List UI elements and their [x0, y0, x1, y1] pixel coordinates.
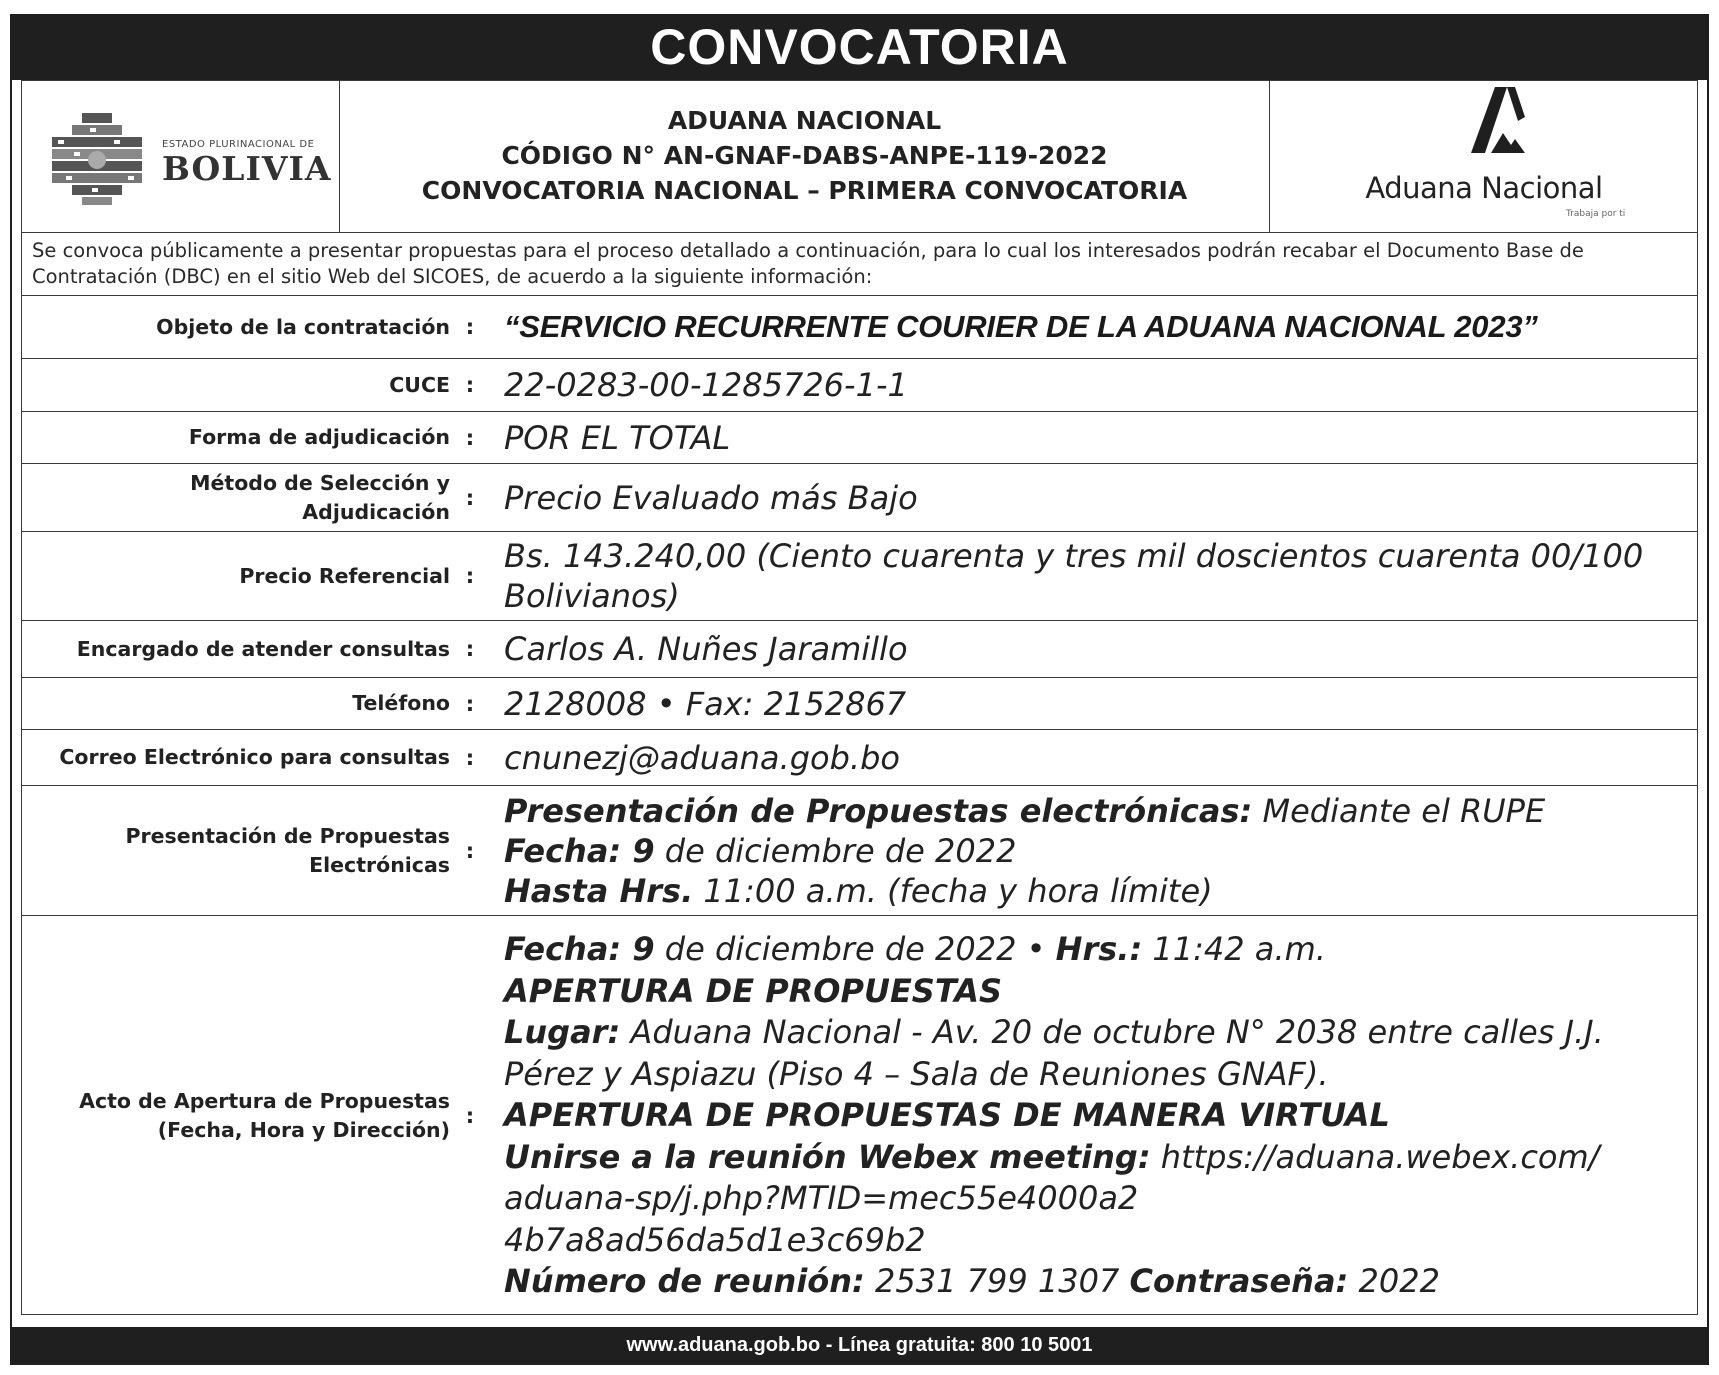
row-label-line: (Fecha, Hora y Dirección): [157, 1118, 450, 1142]
presentacion-fecha: de diciembre de 2022: [654, 831, 1017, 870]
row-value-cuce: 22-0283-00-1285726-1-1: [504, 366, 908, 404]
acto-fecha-label: Fecha: 9: [504, 930, 655, 969]
row-label: Correo Electrónico para consultas: [59, 745, 450, 769]
bolivia-logo-small-text: ESTADO PLURINACIONAL DE: [162, 139, 315, 150]
presentacion-fecha-label: Fecha: 9: [504, 831, 655, 870]
acto-numero-label: Número de reunión:: [504, 1262, 865, 1301]
row-colon: :: [465, 745, 475, 770]
row-cuce: [22, 359, 1697, 412]
header-title-block: [340, 81, 1270, 232]
row-label-line: Acto de Apertura de Propuestas: [79, 1089, 450, 1113]
row-colon: :: [465, 485, 475, 510]
row-colon: :: [465, 838, 475, 863]
acto-numero: 2531 799 1307: [864, 1262, 1130, 1301]
row-label: Precio Referencial: [239, 563, 450, 588]
row-value-telefono: 2128008 • Fax: 2152867: [504, 684, 907, 723]
row-label: CUCE: [389, 372, 450, 397]
announcement-body: [21, 80, 1698, 1315]
presentacion-heading: Presentación de Propuestas electrónicas:: [504, 791, 1253, 830]
precio-text: Bs. 143.240,00 (Ciento cuarenta y tres mil doscientos cuarenta 00/100 Bolivianos): [504, 537, 1644, 615]
row-objeto: [22, 296, 1697, 359]
row-acto: [22, 916, 1697, 1316]
bolivia-logo-big-text: BOLIVIA: [162, 149, 332, 188]
bolivia-emblem-icon: [44, 105, 150, 211]
footer-bar: www.aduana.gob.bo - Línea gratuita: 800 10 5001: [10, 1327, 1709, 1363]
row-value-presentacion: [504, 786, 1681, 915]
row-label: Objeto de la contratación: [156, 314, 450, 339]
presentacion-hora-label: Hasta Hrs.: [504, 871, 694, 910]
acto-fecha: de diciembre de 2022 •: [654, 930, 1056, 969]
acto-password: 2022: [1348, 1262, 1440, 1301]
row-presentacion: [22, 786, 1697, 916]
row-colon: :: [465, 1104, 475, 1128]
row-label-line: Electrónicas: [309, 852, 450, 877]
acto-webex-link-cont[interactable]: aduana-sp/j.php?MTID=mec55e4000a2: [504, 1179, 1139, 1218]
row-label: Forma de adjudicación: [188, 425, 450, 449]
row-value-acto: [504, 916, 1681, 1316]
aduana-logo-name: Aduana Nacional: [1365, 171, 1603, 205]
row-label: Teléfono: [352, 691, 450, 715]
row-value-encargado: Carlos A. Nuñes Jaramillo: [504, 630, 908, 668]
row-colon: :: [465, 637, 475, 661]
row-colon: :: [465, 315, 475, 339]
row-label: [22, 464, 450, 531]
row-label-line: Adjudicación: [302, 499, 450, 524]
row-correo: [22, 730, 1697, 786]
row-colon: :: [465, 425, 475, 450]
row-precio: [22, 532, 1697, 621]
acto-webex-link-end[interactable]: 4b7a8ad56da5d1e3c69b2: [504, 1220, 926, 1259]
acto-virtual-title: APERTURA DE PROPUESTAS DE MANERA VIRTUAL: [504, 1096, 1390, 1135]
intro-paragraph: Se convoca públicamente a presentar propuestas para el proceso detallado a continuación, para lo cual los interesados podrán recabar el Documento Base de Contratación (DBC) en el sitio Web del SICOES, de acuerdo a la siguiente información:: [22, 233, 1697, 296]
acto-hora-label: Hrs.:: [1055, 930, 1143, 969]
acto-password-label: Contraseña:: [1129, 1262, 1349, 1301]
acto-webex-link[interactable]: https://aduana.webex.com/: [1150, 1137, 1600, 1176]
header-line-code: CÓDIGO N° AN-GNAF-DABS-ANPE-119-2022: [501, 141, 1108, 170]
row-value-metodo: Precio Evaluado más Bajo: [504, 478, 918, 517]
row-metodo: [22, 464, 1697, 532]
aduana-mountain-icon: [1455, 87, 1535, 173]
acto-lugar-label: Lugar:: [504, 1013, 621, 1052]
row-label: Encargado de atender consultas: [76, 636, 450, 661]
row-value-correo: cnunezj@aduana.gob.bo: [504, 738, 900, 777]
bolivia-logo: [22, 81, 340, 232]
row-encargado: [22, 621, 1697, 678]
row-label-line: Método de Selección y: [190, 470, 450, 495]
row-forma: [22, 412, 1697, 464]
header-line-entity: ADUANA NACIONAL: [667, 106, 942, 135]
acto-webex-label: Unirse a la reunión Webex meeting:: [504, 1137, 1151, 1176]
acto-hora: 11:42 a.m.: [1142, 930, 1326, 969]
acto-lugar: Aduana Nacional - Av. 20 de octubre N° 2038 entre calles J.J. Pérez y Aspiazu (Piso 4 – Sala de Reuniones GNAF).: [504, 1013, 1604, 1093]
row-value-forma: POR EL TOTAL: [504, 418, 731, 457]
header-section: [22, 81, 1697, 233]
row-value-precio: [504, 532, 1681, 620]
acto-apertura-title: APERTURA DE PROPUESTAS: [504, 971, 1002, 1010]
row-telefono: [22, 678, 1697, 730]
row-label-line: Presentación de Propuestas: [125, 823, 450, 848]
row-colon: :: [465, 373, 475, 397]
row-label: [22, 786, 450, 915]
aduana-logo-tagline: Trabaja por ti: [1566, 209, 1626, 219]
row-colon: :: [465, 564, 475, 588]
row-label: [22, 916, 450, 1316]
row-colon: :: [465, 691, 475, 716]
aduana-logo: [1270, 81, 1698, 232]
row-value-objeto: “SERVICIO RECURRENTE COURIER DE LA ADUANA NACIONAL 2023”: [504, 309, 1538, 344]
convocatoria-banner: CONVOCATORIA: [10, 14, 1709, 80]
presentacion-method: Mediante el RUPE: [1252, 791, 1546, 830]
presentacion-hora: 11:00 a.m. (fecha y hora límite): [693, 871, 1213, 910]
header-line-type: CONVOCATORIA NACIONAL – PRIMERA CONVOCATORIA: [421, 176, 1188, 205]
